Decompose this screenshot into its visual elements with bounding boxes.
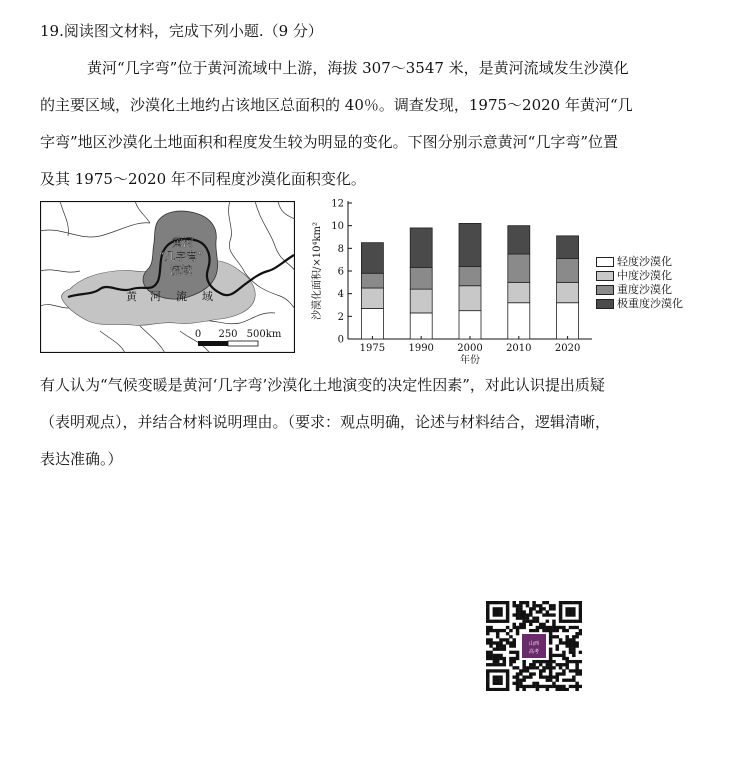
question-title: 19.阅读图文材料，完成下列小题.（9 分） [40, 22, 323, 40]
bar-segment [361, 273, 383, 288]
bar-segment [459, 223, 481, 266]
question-line: （表明观点），并结合材料说明理由。（要求：观点明确，论述与材料结合，逻辑清晰， [40, 413, 611, 431]
question-line: 表达准确。） [40, 450, 123, 468]
legend-label: 极重度沙漠化 [617, 297, 683, 310]
x-tick-label: 1975 [359, 343, 386, 354]
legend-swatch [596, 285, 614, 295]
region-label: 流域 [170, 264, 192, 277]
svg-text:250: 250 [218, 329, 238, 340]
bar-segment [557, 282, 579, 302]
y-tick-label: 8 [337, 243, 344, 255]
bar-segment [410, 289, 432, 313]
qr-logo-text: 山西 [528, 641, 540, 647]
legend-item [596, 269, 683, 283]
x-tick-label: 2010 [506, 343, 532, 354]
bar-segment [557, 303, 579, 339]
material-line: 的主要区域，沙漠化土地约占该地区总面积的 40％。调查发现，1975～2020 年黄河“几 [40, 96, 633, 114]
y-tick-label: 10 [331, 221, 344, 233]
bar-segment [361, 243, 383, 274]
question-line: 有人认为“气候变暖是黄河‘几字弯’沙漠化土地演变的决定性因素”，对此认识提出质疑 [40, 376, 605, 394]
x-tick-label: 2000 [457, 343, 483, 354]
bar-segment [459, 311, 481, 339]
material-line: 字弯”地区沙漠化土地面积和程度发生较为明显的变化。下图分别示意黄河“几字弯”位置 [40, 133, 619, 151]
legend-swatch [596, 299, 614, 309]
basin-label: 流 [176, 290, 187, 303]
y-tick-label: 0 [337, 334, 344, 346]
x-tick-label: 2020 [554, 343, 581, 354]
region-label: 黄河 [172, 236, 194, 249]
bar-segment [508, 226, 530, 254]
x-axis-label: 年份 [460, 355, 480, 366]
legend-label: 中度沙漠化 [617, 269, 672, 282]
bar-segment [557, 236, 579, 259]
bar-segment [410, 313, 432, 339]
legend-item [596, 255, 683, 269]
y-tick-label: 2 [337, 311, 344, 323]
x-tick-label: 1990 [408, 343, 434, 354]
yellow-river-map [40, 201, 295, 353]
bar-segment [459, 286, 481, 311]
bar-segment [508, 303, 530, 339]
y-tick-label: 12 [331, 198, 344, 210]
material-line: 及其 1975～2020 年不同程度沙漠化面积变化。 [40, 170, 366, 188]
bar-segment [557, 259, 579, 283]
bar-segment [508, 254, 530, 282]
qr-logo-text: 高考 [528, 649, 540, 655]
legend-swatch [596, 257, 614, 267]
legend-item [596, 297, 683, 311]
svg-text:0: 0 [194, 329, 202, 340]
bar-segment [410, 228, 432, 268]
basin-label: 河 [150, 290, 161, 303]
y-axis-label: 沙漠化面积/×10⁴km² [312, 221, 323, 321]
legend-label: 重度沙漠化 [617, 283, 672, 296]
chart-legend [596, 255, 683, 311]
bar-segment [361, 288, 383, 308]
y-tick-label: 4 [337, 289, 344, 301]
chart-bars [361, 223, 578, 339]
legend-item [596, 283, 683, 297]
basin-label: 黄 [126, 290, 137, 303]
svg-text:500km: 500km [246, 329, 282, 340]
y-tick-label: 6 [337, 266, 344, 278]
bar-segment [410, 268, 432, 290]
legend-label: 轻度沙漠化 [617, 255, 672, 268]
qr-code [486, 601, 582, 691]
basin-label: 域 [202, 290, 213, 303]
bar-segment [459, 266, 481, 285]
bar-segment [508, 282, 530, 302]
bar-segment [361, 308, 383, 339]
legend-swatch [596, 271, 614, 281]
desertification-chart [308, 196, 608, 368]
material-line: 黄河“几字弯”位于黄河流域中上游，海拔 307～3547 米，是黄河流域发生沙漠化 [87, 59, 629, 77]
region-label: “几字弯” [158, 250, 204, 263]
